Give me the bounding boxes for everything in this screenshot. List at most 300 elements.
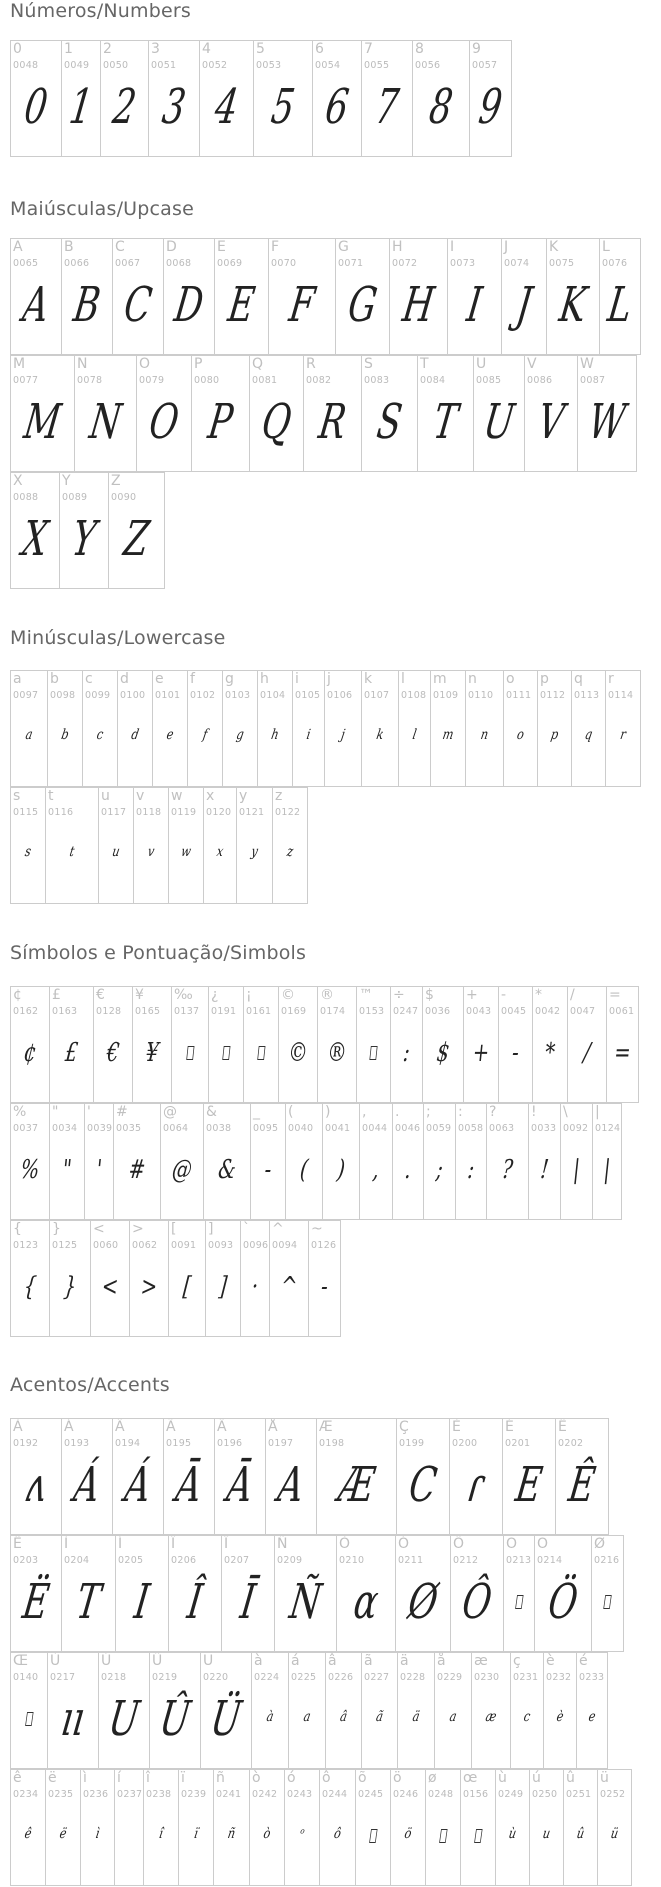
glyph-label: 1 — [64, 41, 73, 57]
glyph-label: ó — [287, 1770, 296, 1786]
glyph-cell — [236, 787, 273, 904]
glyph-code: 0084 — [420, 375, 446, 386]
glyph-label: Ö — [537, 1536, 549, 1552]
glyph-grid-lowercase — [10, 670, 640, 904]
glyph-cell — [396, 1418, 450, 1535]
glyph-label: ™ — [359, 987, 373, 1003]
glyph-code: 0165 — [135, 1006, 161, 1017]
glyph-sample: Á — [121, 1457, 155, 1513]
glyph-cell — [576, 1652, 608, 1769]
glyph-sample: T — [430, 394, 461, 450]
glyph-label: Y — [62, 473, 71, 489]
glyph-sample: I — [463, 277, 486, 333]
glyph-sample: Î — [184, 1574, 206, 1630]
glyph-label: ä — [400, 1653, 409, 1669]
glyph-code: 0070 — [271, 258, 297, 269]
glyph-code: 0114 — [608, 690, 634, 701]
glyph-cell — [285, 1103, 323, 1220]
glyph-code: 0226 — [328, 1672, 354, 1683]
glyph-code: 0116 — [48, 807, 74, 818]
glyph-label: Œ — [13, 1653, 28, 1669]
glyph-label: ø — [428, 1770, 437, 1786]
glyph-cell — [455, 1103, 487, 1220]
glyph-code: 0067 — [115, 258, 141, 269]
glyph-label: ñ — [216, 1770, 225, 1786]
glyph-code: 0234 — [13, 1789, 39, 1800]
glyph-cell — [537, 670, 572, 787]
glyph-cell — [450, 1535, 504, 1652]
glyph-cell — [152, 670, 188, 787]
glyph-label: ~ — [311, 1221, 323, 1237]
glyph-row — [10, 238, 640, 355]
glyph-label: n — [468, 671, 477, 687]
glyph-label: â — [328, 1653, 337, 1669]
glyph-code: 0225 — [291, 1672, 317, 1683]
glyph-code: 0096 — [243, 1240, 269, 1251]
glyph-cell — [390, 986, 423, 1103]
glyph-code: 0103 — [225, 690, 251, 701]
glyph-cell — [503, 1535, 535, 1652]
glyph-code: 0034 — [52, 1123, 78, 1134]
glyph-code: 0236 — [83, 1789, 109, 1800]
glyph-label: c — [85, 671, 93, 687]
glyph-sample: % — [19, 1155, 41, 1185]
glyph-label: + — [466, 987, 478, 1003]
glyph-sample: æ — [484, 1709, 498, 1725]
glyph-sample: Û — [156, 1691, 194, 1747]
glyph-code: 0249 — [498, 1789, 524, 1800]
glyph-cell — [398, 670, 431, 787]
glyph-sample: · — [250, 1272, 260, 1302]
glyph-cell — [61, 1418, 113, 1535]
glyph-label: e — [155, 671, 164, 687]
glyph-label: j — [327, 671, 331, 687]
glyph-label: f — [190, 671, 195, 687]
glyph-cell — [336, 1535, 396, 1652]
glyph-code: 0199 — [399, 1438, 425, 1449]
glyph-cell — [171, 986, 209, 1103]
glyph-sample: U — [480, 394, 518, 450]
glyph-code: 0108 — [401, 690, 427, 701]
glyph-sample: 7 — [372, 79, 402, 135]
glyph-label: * — [535, 987, 542, 1003]
glyph-cell — [61, 1535, 116, 1652]
glyph-cell — [272, 787, 308, 904]
glyph-code: 0112 — [540, 690, 566, 701]
glyph-code: 0237 — [117, 1789, 143, 1800]
glyph-cell — [249, 355, 304, 472]
section-title-accents: Acentos/Accents — [10, 1374, 170, 1396]
glyph-sample: 2 — [109, 79, 140, 135]
glyph-cell — [203, 787, 237, 904]
glyph-code: 0092 — [563, 1123, 589, 1134]
glyph-cell — [213, 1769, 250, 1886]
glyph-cell — [597, 1769, 632, 1886]
glyph-code: 0098 — [50, 690, 76, 701]
glyph-code: 0087 — [580, 375, 606, 386]
glyph-label: Ü — [203, 1653, 214, 1669]
glyph-cell — [10, 787, 46, 904]
glyph-label: è — [546, 1653, 555, 1669]
glyph-sample — [173, 1022, 207, 1084]
glyph-cell — [117, 670, 153, 787]
glyph-cell — [90, 1220, 130, 1337]
glyph-sample: ) — [335, 1155, 347, 1185]
glyph-code: 0200 — [452, 1438, 478, 1449]
glyph-cell — [563, 1769, 598, 1886]
glyph-sample: à — [265, 1709, 275, 1725]
glyph-sample: " — [60, 1155, 74, 1185]
glyph-code: 0125 — [52, 1240, 78, 1251]
glyph-sample: R — [315, 394, 350, 450]
glyph-label: ] — [208, 1221, 214, 1237]
glyph-code: 0041 — [325, 1123, 351, 1134]
glyph-code: 0072 — [392, 258, 418, 269]
glyph-label: 8 — [415, 41, 424, 57]
glyph-cell — [80, 1769, 115, 1886]
glyph-sample: + — [471, 1038, 491, 1068]
glyph-sample: Q — [258, 394, 295, 450]
glyph-label: l — [401, 671, 405, 687]
glyph-sample: Ü — [207, 1691, 245, 1747]
glyph-label: É — [505, 1419, 514, 1435]
glyph-label: ã — [364, 1653, 373, 1669]
glyph-label: 0 — [13, 41, 22, 57]
glyph-sample: ê — [23, 1826, 33, 1842]
glyph-cell — [546, 238, 600, 355]
glyph-label: Á — [64, 1419, 74, 1435]
glyph-label: Å — [268, 1419, 278, 1435]
glyph-sample: - — [510, 1038, 521, 1068]
glyph-sample: ' — [94, 1155, 104, 1185]
glyph-sample: ; — [434, 1155, 445, 1185]
glyph-row — [10, 1103, 638, 1220]
glyph-cell — [422, 986, 464, 1103]
glyph-sample: Y — [68, 511, 100, 567]
glyph-cell — [555, 1418, 609, 1535]
glyph-cell — [168, 1535, 222, 1652]
glyph-label: ( — [288, 1104, 294, 1120]
glyph-cell — [268, 238, 336, 355]
glyph-label: ç — [513, 1653, 521, 1669]
glyph-sample: M — [20, 394, 65, 450]
glyph-code: 0050 — [103, 60, 129, 71]
glyph-label: i — [295, 671, 299, 687]
glyph-cell — [471, 1652, 511, 1769]
glyph-cell — [251, 1652, 289, 1769]
glyph-label: w — [171, 788, 183, 804]
glyph-label: T — [420, 356, 429, 372]
glyph-code: 0074 — [504, 258, 530, 269]
glyph-label: u — [101, 788, 110, 804]
glyph-cell — [10, 1535, 62, 1652]
glyph-label: ) — [325, 1104, 331, 1120]
glyph-code: 0105 — [295, 690, 321, 701]
glyph-sample — [426, 1805, 459, 1867]
glyph-cell — [129, 1220, 169, 1337]
glyph-code: 0110 — [468, 690, 494, 701]
glyph-label: @ — [163, 1104, 177, 1120]
glyph-cell — [108, 472, 165, 589]
glyph-sample: W — [585, 394, 629, 450]
glyph-sample: L — [604, 277, 636, 333]
glyph-cell — [10, 238, 62, 355]
glyph-sample: ô — [332, 1826, 343, 1842]
glyph-sample: Ā — [223, 1457, 257, 1513]
glyph-code: 0122 — [275, 807, 301, 818]
glyph-label: ' — [87, 1104, 91, 1120]
glyph-sample: U — [105, 1691, 143, 1747]
missing-glyph-box — [474, 1829, 482, 1843]
glyph-sample: A — [19, 277, 53, 333]
glyph-label: _ — [253, 1104, 260, 1120]
glyph-code: 0037 — [13, 1123, 39, 1134]
glyph-sample: E — [512, 1457, 546, 1513]
glyph-sample: K — [556, 277, 590, 333]
glyph-code: 0161 — [246, 1006, 272, 1017]
glyph-sample: 4 — [211, 79, 242, 135]
glyph-code: 0077 — [13, 375, 39, 386]
glyph-cell — [303, 355, 362, 472]
glyph-code: 0128 — [96, 1006, 122, 1017]
glyph-cell — [187, 670, 223, 787]
glyph-sample: O — [145, 394, 183, 450]
glyph-cell — [214, 1418, 266, 1535]
glyph-cell — [98, 1652, 150, 1769]
glyph-label: K — [549, 239, 559, 255]
glyph-label: s — [13, 788, 21, 804]
glyph-sample: ɾ — [464, 1457, 488, 1513]
glyph-code: 0049 — [64, 60, 90, 71]
glyph-cell — [61, 40, 101, 157]
glyph-code: 0229 — [437, 1672, 463, 1683]
glyph-code: 0085 — [476, 375, 502, 386]
glyph-code: 0038 — [206, 1123, 232, 1134]
glyph-sample: = — [612, 1038, 633, 1068]
glyph-sample: B — [70, 277, 104, 333]
glyph-cell — [425, 1769, 461, 1886]
glyph-label: W — [580, 356, 594, 372]
glyph-code: 0035 — [116, 1123, 142, 1134]
glyph-label: b — [50, 671, 59, 687]
glyph-cell — [560, 1103, 593, 1220]
glyph-code: 0071 — [338, 258, 364, 269]
glyph-sample — [358, 1022, 389, 1084]
glyph-label: Æ — [319, 1419, 333, 1435]
glyph-code: 0102 — [190, 690, 216, 701]
glyph-cell — [361, 40, 413, 157]
glyph-code: 0057 — [472, 60, 498, 71]
glyph-sample: â — [338, 1709, 349, 1725]
glyph-cell — [503, 670, 538, 787]
glyph-code: 0251 — [566, 1789, 592, 1800]
glyph-code: 0076 — [602, 258, 628, 269]
glyph-code: 0120 — [206, 807, 232, 818]
glyph-cell — [284, 1769, 320, 1886]
glyph-cell — [10, 1418, 62, 1535]
glyph-label: B — [64, 239, 74, 255]
glyph-sample — [245, 1022, 277, 1084]
glyph-label: g — [225, 671, 234, 687]
glyph-code: 0052 — [202, 60, 228, 71]
glyph-sample: - — [319, 1272, 330, 1302]
glyph-code: 0201 — [505, 1438, 531, 1449]
glyph-label: E — [217, 239, 226, 255]
glyph-sample: V — [534, 394, 568, 450]
glyph-label: ì — [83, 1770, 87, 1786]
glyph-sample: l — [411, 727, 418, 743]
glyph-label: œ — [463, 1770, 478, 1786]
glyph-label: " — [52, 1104, 59, 1120]
glyph-code: 0078 — [77, 375, 103, 386]
glyph-sample: I — [131, 1574, 153, 1630]
glyph-cell — [222, 670, 258, 787]
glyph-label: á — [291, 1653, 300, 1669]
glyph-cell — [577, 355, 637, 472]
glyph-sample: Ñ — [286, 1574, 325, 1630]
glyph-cell — [47, 1652, 99, 1769]
glyph-sample: q — [583, 727, 594, 743]
glyph-cell — [335, 238, 390, 355]
glyph-sample: î — [157, 1826, 165, 1842]
section-title-upcase: Maiúsculas/Upcase — [10, 198, 195, 220]
glyph-sample: è — [555, 1709, 565, 1725]
glyph-label: ? — [489, 1104, 497, 1120]
glyph-code: 0054 — [315, 60, 341, 71]
glyph-label: æ — [474, 1653, 488, 1669]
glyph-cell — [178, 1769, 214, 1886]
glyph-code: 0227 — [364, 1672, 390, 1683]
glyph-sample — [12, 1688, 47, 1750]
glyph-cell — [163, 238, 215, 355]
glyph-sample: c — [95, 727, 105, 743]
glyph-cell — [325, 1652, 362, 1769]
glyph-sample: } — [62, 1272, 78, 1302]
glyph-cell — [112, 238, 164, 355]
glyph-sample: a — [302, 1709, 312, 1725]
glyph-cell — [10, 986, 50, 1103]
glyph-cell — [469, 40, 512, 157]
glyph-code: 0088 — [13, 492, 39, 503]
glyph-sample: F — [286, 277, 318, 333]
glyph-code: 0137 — [174, 1006, 200, 1017]
missing-glyph-box — [439, 1829, 447, 1843]
glyph-cell — [240, 1220, 270, 1337]
glyph-code: 0040 — [288, 1123, 314, 1134]
glyph-row — [10, 1418, 631, 1535]
glyph-code: 0239 — [181, 1789, 207, 1800]
glyph-code: 0053 — [256, 60, 282, 71]
glyph-grid-symbols — [10, 986, 638, 1337]
glyph-sample: ï — [192, 1826, 200, 1842]
glyph-label: N — [77, 356, 88, 372]
glyph-code: 0198 — [319, 1438, 345, 1449]
glyph-code: 0153 — [359, 1006, 385, 1017]
glyph-code: 0217 — [50, 1672, 76, 1683]
glyph-cell — [528, 1103, 561, 1220]
glyph-cell — [543, 1652, 577, 1769]
glyph-code: 0210 — [339, 1555, 365, 1566]
glyph-label: ï — [181, 1770, 185, 1786]
glyph-sample: J — [513, 277, 535, 333]
glyph-sample: û — [575, 1826, 586, 1842]
glyph-cell — [361, 1652, 398, 1769]
glyph-sample: m — [441, 727, 455, 743]
glyph-cell — [495, 1769, 530, 1886]
glyph-sample: Ë — [19, 1574, 53, 1630]
glyph-code: 0195 — [166, 1438, 192, 1449]
glyph-sample: ò — [262, 1826, 272, 1842]
glyph-label: ô — [322, 1770, 331, 1786]
missing-glyph-box — [257, 1046, 265, 1060]
glyph-code: 0043 — [466, 1006, 492, 1017]
glyph-sample: - — [263, 1155, 273, 1185]
glyph-cell — [148, 40, 200, 157]
glyph-sample: e — [165, 727, 175, 743]
glyph-sample: 5 — [268, 79, 298, 135]
glyph-cell — [486, 1103, 529, 1220]
glyph-sample: ã — [374, 1709, 385, 1725]
glyph-cell — [278, 986, 318, 1103]
glyph-code: 0064 — [163, 1123, 189, 1134]
glyph-label: \ — [563, 1104, 568, 1120]
glyph-cell — [567, 986, 607, 1103]
glyph-label: r — [608, 671, 614, 687]
glyph-label: ` — [243, 1221, 250, 1237]
glyph-code: 0162 — [13, 1006, 39, 1017]
glyph-code: 0073 — [450, 258, 476, 269]
glyph-row — [10, 355, 640, 472]
glyph-sample: ü — [609, 1826, 620, 1842]
glyph-code: 0065 — [13, 258, 39, 269]
glyph-cell — [200, 1652, 252, 1769]
glyph-label: 3 — [151, 41, 160, 57]
glyph-sample: ( — [298, 1155, 310, 1185]
glyph-cell — [257, 670, 293, 787]
glyph-cell — [319, 1769, 356, 1886]
glyph-code: 0244 — [322, 1789, 348, 1800]
glyph-sample: N — [86, 394, 125, 450]
glyph-label: Õ — [506, 1536, 518, 1552]
glyph-cell — [356, 986, 391, 1103]
glyph-code: 0211 — [398, 1555, 424, 1566]
glyph-label: M — [13, 356, 26, 372]
glyph-label: . — [395, 1104, 400, 1120]
glyph-sample: o — [515, 727, 526, 743]
glyph-grid-upcase — [10, 238, 640, 589]
glyph-label: õ — [358, 1770, 367, 1786]
glyph-sample: @ — [170, 1155, 194, 1185]
section-title-numbers: Números/Numbers — [10, 0, 191, 22]
glyph-cell — [361, 355, 418, 472]
glyph-cell — [463, 986, 499, 1103]
glyph-cell — [45, 787, 99, 904]
glyph-code: 0079 — [139, 375, 165, 386]
glyph-code: 0101 — [155, 690, 181, 701]
glyph-label: € — [96, 987, 105, 1003]
glyph-label: y — [239, 788, 248, 804]
glyph-code: 0044 — [362, 1123, 388, 1134]
glyph-cell — [392, 1103, 424, 1220]
glyph-label: q — [574, 671, 583, 687]
glyph-label: p — [540, 671, 549, 687]
glyph-sample: 9 — [475, 79, 506, 135]
glyph-cell — [529, 1769, 564, 1886]
glyph-sample: Ö — [544, 1574, 582, 1630]
glyph-code: 0109 — [433, 690, 459, 701]
glyph-sample: h — [269, 727, 281, 743]
glyph-cell — [160, 1103, 204, 1220]
